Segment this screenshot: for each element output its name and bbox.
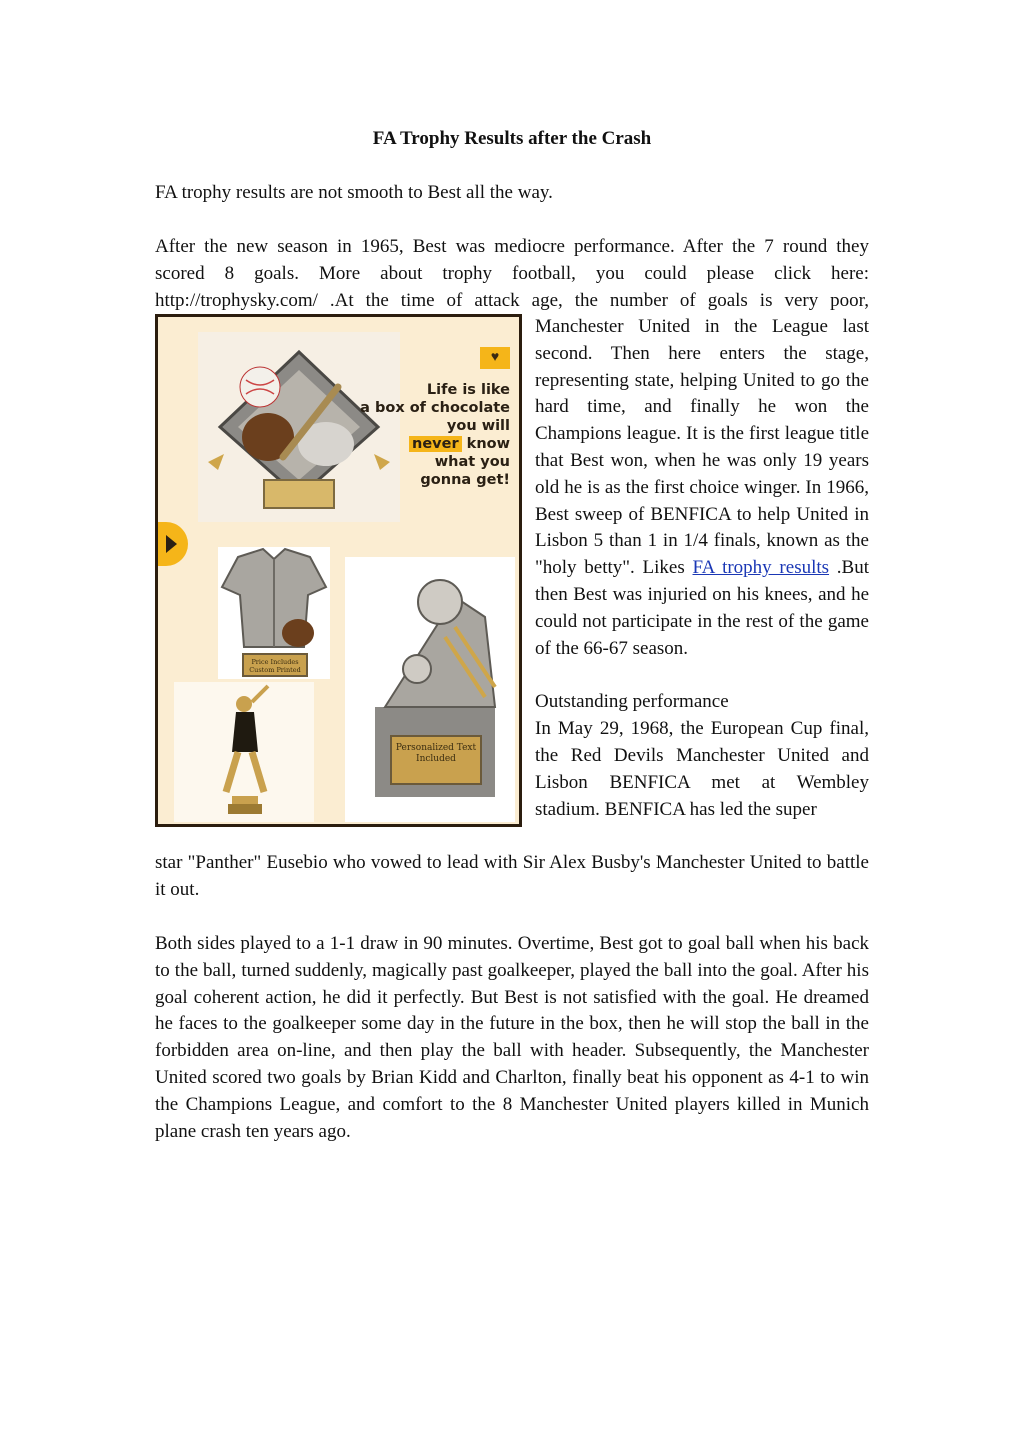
slogan-line-3: you will [446,418,510,434]
slogan-line-1: Life is like [426,382,510,398]
large-plaque: Personalized Text Included [390,735,482,785]
paragraph-2-continuation [155,850,869,904]
ball-trophy-panel [345,557,515,822]
page-title: FA Trophy Results after the Crash [372,128,652,149]
slogan-line-6: gonna get! [420,472,510,488]
play-arrow-icon [158,522,188,566]
slogan-line-4 [409,435,510,453]
paragraph-1-line-3: http://trophysky.com/ .At the time of attack age, the number of goals is very poor, [155,289,869,311]
baseball-trophy-panel [198,332,400,522]
slogan-line-5: what you [434,454,510,470]
heart-icon: ♥ [480,347,510,369]
batter-figurine-panel [174,682,314,822]
right-column-paragraph-1 [535,314,869,662]
paragraph-1-line-1: After the new season in 1965, Best was mediocre performance. After the 7 round they [155,236,869,257]
slogan-line-2: a box of chocolate [360,400,510,416]
trophy-advertisement-image [155,314,522,827]
final-paragraph-text: Both sides played to a 1-1 draw in 90 minutes. Overtime, Best got to goal ball when his back to the ball, turned suddenly, magically past goalkeeper, played the ball into the goal. After his goal coherent action, he did it perfectly. But Best is not satisfied with the goal. He dreamed he faces to the goalkeeper some day in the future in the box, then he will stop the ball in the forbidden area on-line, and then play the ball with header. Subsequently, the Manchester United scored two goals by Brian Kidd and Charlton, finally beat his opponent as 4-1 to win the Champions League, and comfort to the 8 Manchester United players killed in Munich plane crash ten years ago. [155,933,869,1142]
right-column-paragraph-2: In May 29, 1968, the European Cup final, the Red Devils Manchester United and Lisbon BENFICA met at Wembley stadium. BENFICA has led the super [535,718,869,820]
paragraph-2-tail-text: star "Panther" Eusebio who vowed to lead with Sir Alex Busby's Manchester United to battle it out. [155,852,869,900]
outstanding-performance-heading: Outstanding performance [535,691,729,713]
right-column-text [535,314,869,823]
final-paragraph [155,931,869,1145]
paragraph-1-line-2: scored 8 goals. More about trophy football, you could please click here: [155,262,869,284]
intro-text: FA trophy results are not smooth to Best all the way. [155,182,553,203]
right-paragraph-1-text: Manchester United in the League last second. Then here enters the stage, representing state, helping United to go the hard time, and finally he won the Champions league. It is the first league title that Best won, when he was only 19 years old he is as the first choice winger. In 1966, Best sweep of BENFICA to help United in Lisbon 5 than 1 in 1/4 finals, known as the "holy betty". Likes [535,316,869,579]
fa-trophy-results-link[interactable]: FA trophy results [692,557,830,579]
slogan-text [360,347,516,497]
jersey-trophy-panel [218,547,330,679]
intro-paragraph [155,180,869,207]
slogan-line-4-text: know [466,436,510,452]
slogan-highlight: never [409,436,462,452]
paragraph-1 [155,234,869,314]
small-plaque: Price Includes Custom Printed [242,653,308,677]
right-paragraph-1-tail: .But then Best was injuried on his knees, and he could not participate in the rest of the game of the 66-67 season. [535,557,869,659]
